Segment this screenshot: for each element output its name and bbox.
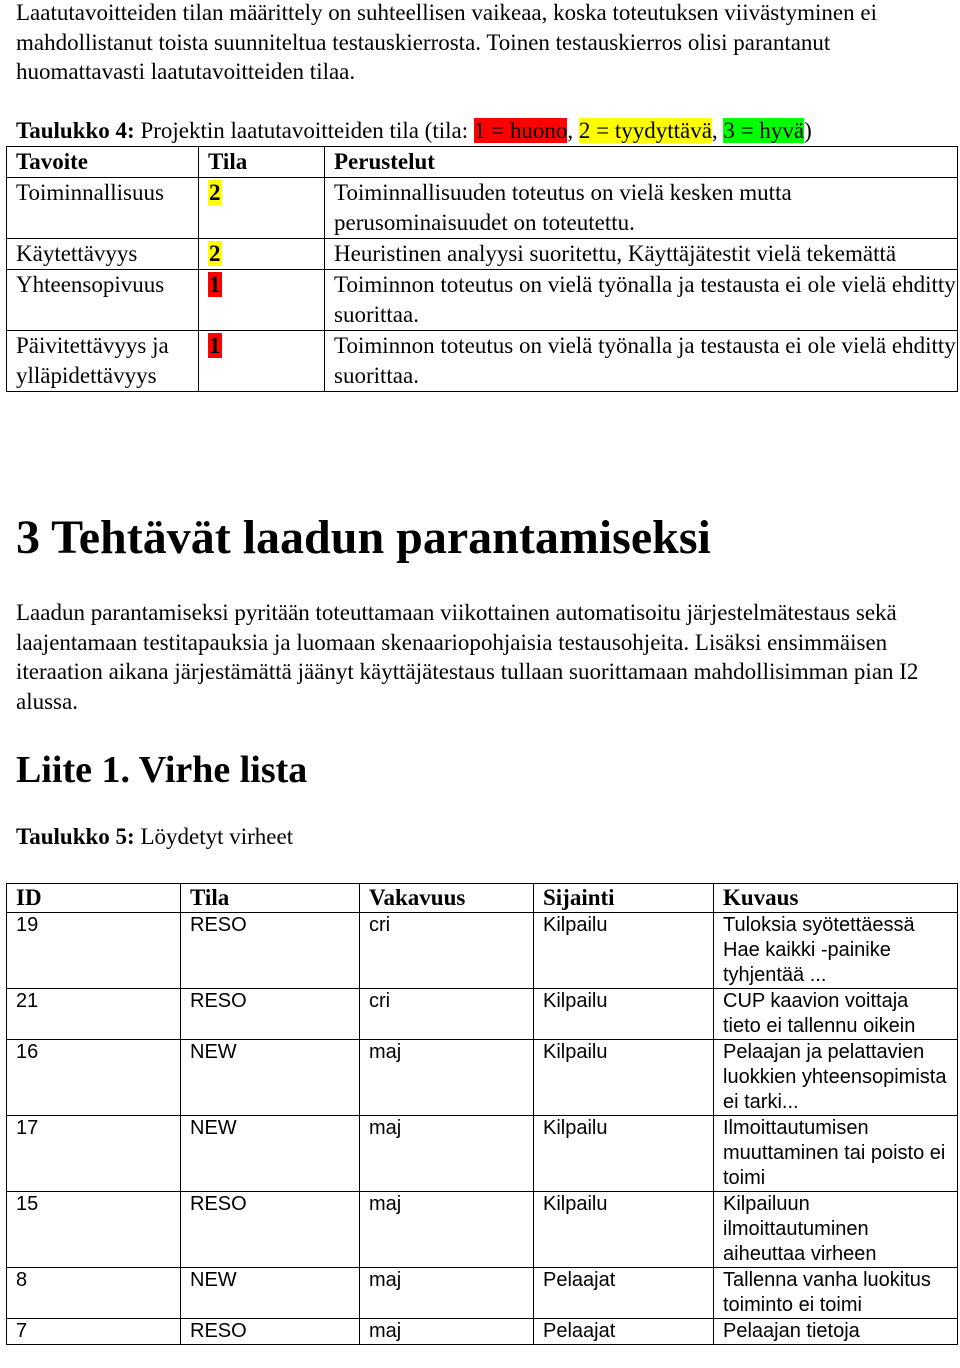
reason-cell: Toiminnallisuuden toteutus on vielä kesken mutta perusominaisuudet on toteutettu. xyxy=(325,178,958,239)
table-row xyxy=(7,331,958,392)
table-row xyxy=(7,239,958,270)
table-row xyxy=(7,1268,958,1319)
legend-satisfactory: 2 = tyydyttävä xyxy=(578,118,712,143)
severity-cell: cri xyxy=(360,989,534,1040)
table4-caption xyxy=(16,116,812,146)
table-header-row xyxy=(7,147,958,178)
reason-cell: Toiminnon toteutus on vielä työnalla ja testausta ei ole vielä ehditty suorittaa. xyxy=(325,270,958,331)
id-cell: 17 xyxy=(7,1116,181,1192)
status-cell xyxy=(199,239,325,270)
table5-caption xyxy=(16,822,293,852)
status-badge: 2 xyxy=(209,180,221,205)
bug-list-table xyxy=(6,883,958,1345)
table5-caption-label: Taulukko 5: xyxy=(16,824,135,849)
table-header-row xyxy=(7,884,958,913)
status-cell xyxy=(199,270,325,331)
severity-cell: maj xyxy=(360,1040,534,1116)
location-cell: Kilpailu xyxy=(534,1116,714,1192)
status-cell: RESO xyxy=(181,989,360,1040)
description-cell: Pelaajan ja pelattavien luokkien yhteensopimista ei tarki... xyxy=(714,1040,958,1116)
section-paragraph: Laadun parantamiseksi pyritään toteuttamaan viikottainen automatisoitu järjestelmätestaus sekä laajentamaan testitapauksia ja luomaan skenaariopohjaisia testausohjeita. Lisäksi ensimmäisen iteraation aikana järjestämättä jäänyt käyttäjätestaus tullaan suorittamaan mahdollisimman pian I2 alussa. xyxy=(16,600,919,714)
table-row xyxy=(7,270,958,331)
location-cell: Pelaajat xyxy=(534,1268,714,1319)
table4-caption-label: Taulukko 4: xyxy=(16,118,135,143)
header-location: Sijainti xyxy=(534,884,714,913)
legend-good: 3 = hyvä xyxy=(723,118,805,143)
table-row xyxy=(7,1040,958,1116)
header-id: ID xyxy=(7,884,181,913)
status-badge: 1 xyxy=(209,333,221,358)
severity-cell: maj xyxy=(360,1268,534,1319)
intro-paragraph: Laatutavoitteiden tilan määrittely on suhteellisen vaikeaa, koska toteutuksen viivästyminen ei mahdollistanut toista suunniteltua testauskierrosta. Toinen testauskierros olisi parantanut huomattavasti laatutavoitteiden tilaa. xyxy=(16,0,877,84)
table-row xyxy=(7,178,958,239)
status-cell xyxy=(199,178,325,239)
table-row xyxy=(7,1319,958,1345)
header-status: Tila xyxy=(199,147,325,178)
status-cell xyxy=(199,331,325,392)
status-cell: RESO xyxy=(181,1319,360,1345)
location-cell: Kilpailu xyxy=(534,1192,714,1268)
table-row xyxy=(7,1192,958,1268)
location-cell: Pelaajat xyxy=(534,1319,714,1345)
goal-cell: Käytettävyys xyxy=(7,239,199,270)
id-cell: 7 xyxy=(7,1319,181,1345)
description-cell: Ilmoittautumisen muuttaminen tai poisto ei toimi xyxy=(714,1116,958,1192)
table4-caption-text: Projektin laatutavoitteiden tila (tila: xyxy=(134,118,474,143)
severity-cell: maj xyxy=(360,1192,534,1268)
table5-caption-text: Löydetyt virheet xyxy=(134,824,294,849)
location-cell: Kilpailu xyxy=(534,989,714,1040)
header-severity: Vakavuus xyxy=(360,884,534,913)
legend-separator: , xyxy=(711,118,724,143)
section-heading: 3 Tehtävät laadun parantamiseksi xyxy=(16,511,711,564)
id-cell: 15 xyxy=(7,1192,181,1268)
location-cell: Kilpailu xyxy=(534,913,714,989)
legend-separator: , xyxy=(567,118,579,143)
id-cell: 16 xyxy=(7,1040,181,1116)
status-cell: NEW xyxy=(181,1040,360,1116)
severity-cell: maj xyxy=(360,1319,534,1345)
table-row xyxy=(7,913,958,989)
legend-poor: 1 = huono xyxy=(473,118,568,143)
id-cell: 8 xyxy=(7,1268,181,1319)
status-cell: RESO xyxy=(181,1192,360,1268)
severity-cell: cri xyxy=(360,913,534,989)
goal-cell: Toiminnallisuus xyxy=(7,178,199,239)
status-cell: NEW xyxy=(181,1268,360,1319)
description-cell: CUP kaavion voittaja tieto ei tallennu oikein xyxy=(714,989,958,1040)
id-cell: 21 xyxy=(7,989,181,1040)
status-cell: RESO xyxy=(181,913,360,989)
appendix-heading: Liite 1. Virhe lista xyxy=(16,749,308,791)
table-row xyxy=(7,1116,958,1192)
table-row xyxy=(7,989,958,1040)
goal-cell: Päivitettävyys ja ylläpidettävyys xyxy=(7,331,199,392)
description-cell: Tuloksia syötettäessä Hae kaikki -painike tyhjentää ... xyxy=(714,913,958,989)
status-cell: NEW xyxy=(181,1116,360,1192)
header-status: Tila xyxy=(181,884,360,913)
quality-goals-table xyxy=(6,146,958,392)
reason-cell: Toiminnon toteutus on vielä työnalla ja testausta ei ole vielä ehditty suorittaa. xyxy=(325,331,958,392)
severity-cell: maj xyxy=(360,1116,534,1192)
description-cell: Pelaajan tietoja xyxy=(714,1319,958,1345)
goal-cell: Yhteensopivuus xyxy=(7,270,199,331)
description-cell: Tallenna vanha luokitus toiminto ei toimi xyxy=(714,1268,958,1319)
status-badge: 2 xyxy=(209,241,221,266)
location-cell: Kilpailu xyxy=(534,1040,714,1116)
id-cell: 19 xyxy=(7,913,181,989)
caption-close-paren: ) xyxy=(804,118,812,143)
description-cell: Kilpailuun ilmoittautuminen aiheuttaa virheen xyxy=(714,1192,958,1268)
status-badge: 1 xyxy=(209,272,221,297)
header-reason: Perustelut xyxy=(325,147,958,178)
reason-cell: Heuristinen analyysi suoritettu, Käyttäjätestit vielä tekemättä xyxy=(325,239,958,270)
header-description: Kuvaus xyxy=(714,884,958,913)
header-goal: Tavoite xyxy=(7,147,199,178)
